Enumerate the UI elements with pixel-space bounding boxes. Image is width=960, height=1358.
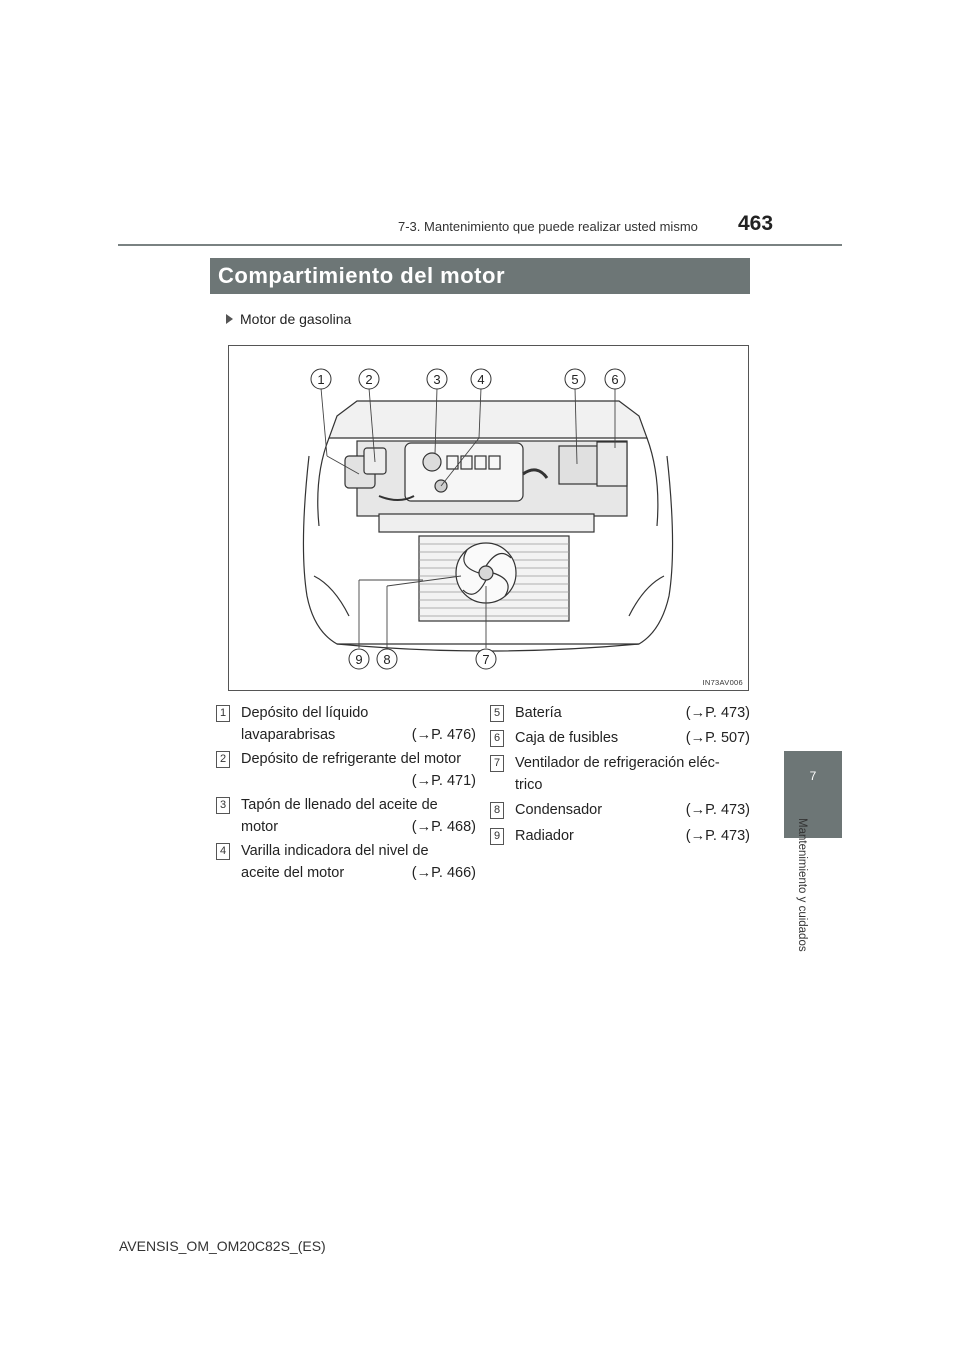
legend-text: Depósito de refrigerante del motor — [241, 751, 462, 767]
legend-number: 5 — [490, 705, 504, 722]
legend-page-ref: (→P. 466) — [411, 865, 476, 881]
legend-item — [216, 794, 476, 840]
legend-item — [216, 702, 476, 748]
document-footer: AVENSIS_OM_OM20C82S_(ES) — [119, 1238, 326, 1254]
chapter-tab-label: Mantenimiento y cuidados — [796, 818, 808, 952]
legend-page-ref: (→P. 473) — [685, 802, 750, 818]
callout-1: 1 — [317, 372, 325, 387]
legend-number: 9 — [490, 828, 504, 845]
legend-item — [490, 727, 750, 752]
legend-number: 2 — [216, 751, 230, 768]
engine-drawing — [229, 346, 749, 691]
callout-6: 6 — [611, 372, 619, 387]
legend-text: Caja de fusibles — [515, 730, 619, 746]
subtitle-text: Motor de gasolina — [240, 311, 352, 327]
legend-right-column — [490, 702, 750, 850]
callout-7: 7 — [482, 652, 490, 667]
legend-text-cont: trico — [515, 777, 543, 793]
legend-text: Batería — [515, 705, 562, 721]
legend-item — [490, 752, 750, 799]
legend-line — [241, 770, 476, 792]
legend-text-cont: aceite del motor — [241, 865, 345, 881]
legend-line — [515, 702, 750, 724]
legend-line — [515, 825, 750, 847]
legend-page-ref: (→P. 471) — [411, 773, 476, 789]
callout-8: 8 — [383, 652, 391, 667]
callout-2: 2 — [365, 372, 373, 387]
engine-compartment-illustration — [228, 345, 749, 691]
legend-page-ref: (→P. 468) — [411, 819, 476, 835]
callout-4: 4 — [477, 372, 485, 387]
section-title-bar — [210, 258, 750, 294]
legend-line — [515, 727, 750, 749]
legend-page-ref: (→P. 473) — [685, 705, 750, 721]
chapter-tab: 7 — [784, 751, 842, 838]
legend-text: Condensador — [515, 802, 603, 818]
legend-line — [241, 724, 476, 746]
page-number: 463 — [738, 212, 774, 235]
legend-page-ref: (→P. 473) — [685, 828, 750, 844]
header-section-title: 7-3. Mantenimiento que puede realizar usted mismo — [398, 219, 698, 234]
legend-page-ref: (→P. 507) — [685, 730, 750, 746]
legend-text-cont: lavaparabrisas — [241, 727, 336, 743]
triangle-bullet-icon — [226, 314, 233, 324]
subtitle — [226, 311, 351, 327]
callout-9: 9 — [355, 652, 363, 667]
legend-text: Depósito del líquido — [241, 705, 369, 721]
legend-number: 6 — [490, 730, 504, 747]
legend-text: Tapón de llenado del aceite de — [241, 797, 438, 813]
legend-line — [515, 799, 750, 821]
legend-number: 1 — [216, 705, 230, 722]
legend-line — [241, 862, 476, 884]
legend-text: Varilla indicadora del nivel de — [241, 843, 429, 859]
legend-text-cont: motor — [241, 819, 279, 835]
legend-page-ref: (→P. 476) — [411, 727, 476, 743]
legend-item — [216, 840, 476, 886]
legend-left-column — [216, 702, 476, 886]
header-divider — [118, 244, 842, 246]
legend-line — [241, 816, 476, 838]
figure-code: IN73AV006 — [702, 678, 743, 687]
legend-number: 8 — [490, 802, 504, 819]
legend-item — [490, 702, 750, 727]
legend-number: 4 — [216, 843, 230, 860]
callout-5: 5 — [571, 372, 579, 387]
legend-text: Radiador — [515, 828, 574, 844]
legend-text: Ventilador de refrigeración eléc- — [515, 755, 720, 771]
section-title: Compartimiento del motor — [218, 263, 506, 288]
callout-3: 3 — [433, 372, 441, 387]
legend-item — [490, 799, 750, 825]
legend-number: 7 — [490, 755, 504, 772]
legend-number: 3 — [216, 797, 230, 814]
legend-item — [216, 748, 476, 794]
legend-item — [490, 825, 750, 850]
